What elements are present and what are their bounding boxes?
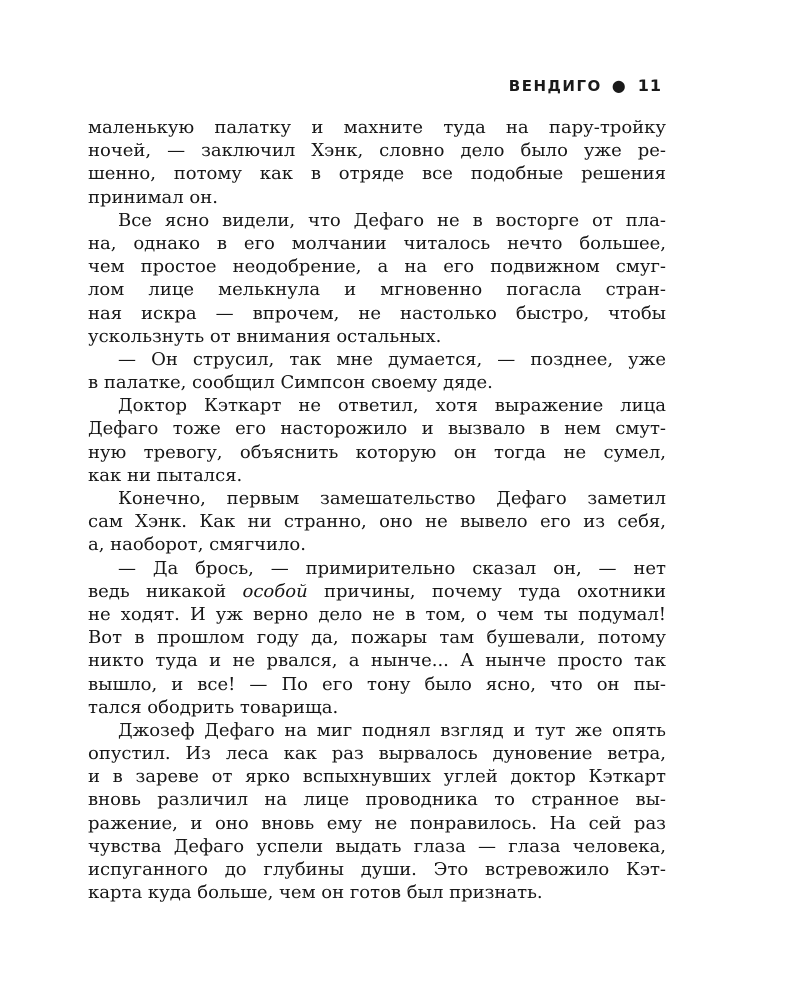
text-line: — Да брось, — примирительно сказал он, — нет	[118, 557, 666, 579]
text-line: ускользнуть от внимания остальных.	[88, 325, 442, 347]
text-line: никто туда и не рвался, а нынче... А нынче просто так	[88, 650, 666, 672]
text-line: не ходят. И уж верно дело не в том, о чем ты подумал!	[88, 603, 666, 625]
running-title: ВЕНДИГО	[508, 76, 602, 95]
text-line: карта куда больше, чем он готов был признать.	[88, 882, 543, 904]
text-line: принимал он.	[88, 186, 218, 208]
text-line: опустил. Из леса как раз вырвалось дуновение ветра,	[88, 743, 666, 765]
text-line: испуганного до глубины души. Это встревожило Кэт-	[88, 859, 666, 880]
text-line: чувства Дефаго успели выдать глаза — глаза человека,	[88, 835, 666, 857]
text-line: в палатке, сообщил Симпсон своему дяде.	[88, 372, 493, 394]
bullet-separator-icon: ●	[611, 76, 626, 95]
text-line: лом лице мелькнула и мгновенно погасла стран-	[88, 279, 666, 301]
text-line: Дефаго тоже его насторожило и вызвало в нем смут-	[88, 418, 666, 440]
text-line: — Он струсил, так мне думается, — позднее, уже	[118, 348, 666, 370]
body-text	[88, 116, 666, 904]
text-line: ная искра — впрочем, не настолько быстро, чтобы	[88, 302, 666, 324]
text-segment: ведь никакой	[88, 580, 243, 602]
text-line-with-emphasis	[88, 580, 666, 603]
text-line: как ни пытался.	[88, 464, 243, 486]
page-header	[509, 76, 662, 95]
text-line: ражение, и оно вновь ему не понравилось. На сей раз	[88, 812, 666, 834]
text-line: шенно, потому как в отряде все подобные решения	[88, 163, 666, 185]
text-line: а, наоборот, смягчило.	[88, 534, 306, 556]
text-line: Джозеф Дефаго на миг поднял взгляд и тут же опять	[118, 719, 666, 741]
text-line: вновь различил на лице проводника то странное вы-	[88, 789, 666, 811]
text-line: Доктор Кэткарт не ответил, хотя выражение лица	[118, 395, 666, 417]
text-line: ную тревогу, объяснить которую он тогда не сумел,	[88, 441, 666, 463]
text-line: Конечно, первым замешательство Дефаго заметил	[118, 488, 666, 509]
text-segment: причины, почему туда охотники	[307, 580, 666, 602]
page-number: 11	[637, 76, 662, 95]
text-line: чем простое неодобрение, а на его подвижном смуг-	[88, 256, 666, 278]
text-line: сам Хэнк. Как ни странно, оно не вывело его из себя,	[88, 511, 666, 533]
text-line: Все ясно видели, что Дефаго не в восторге от пла-	[118, 209, 666, 231]
emphasis-word: особой	[242, 580, 308, 602]
text-line: на, однако в его молчании читалось нечто большее,	[88, 232, 666, 254]
text-line: тался ободрить товарища.	[88, 696, 339, 718]
text-line: и в зареве от ярко вспыхнувших углей доктор Кэткарт	[88, 766, 666, 788]
text-line: ночей, — заключил Хэнк, словно дело было уже ре-	[88, 140, 666, 162]
text-line: Вот в прошлом году да, пожары там бушевали, потому	[88, 627, 666, 649]
text-line: маленькую палатку и махните туда на пару-тройку	[88, 117, 666, 138]
text-line: вышло, и все! — По его тону было ясно, что он пы-	[88, 673, 666, 695]
